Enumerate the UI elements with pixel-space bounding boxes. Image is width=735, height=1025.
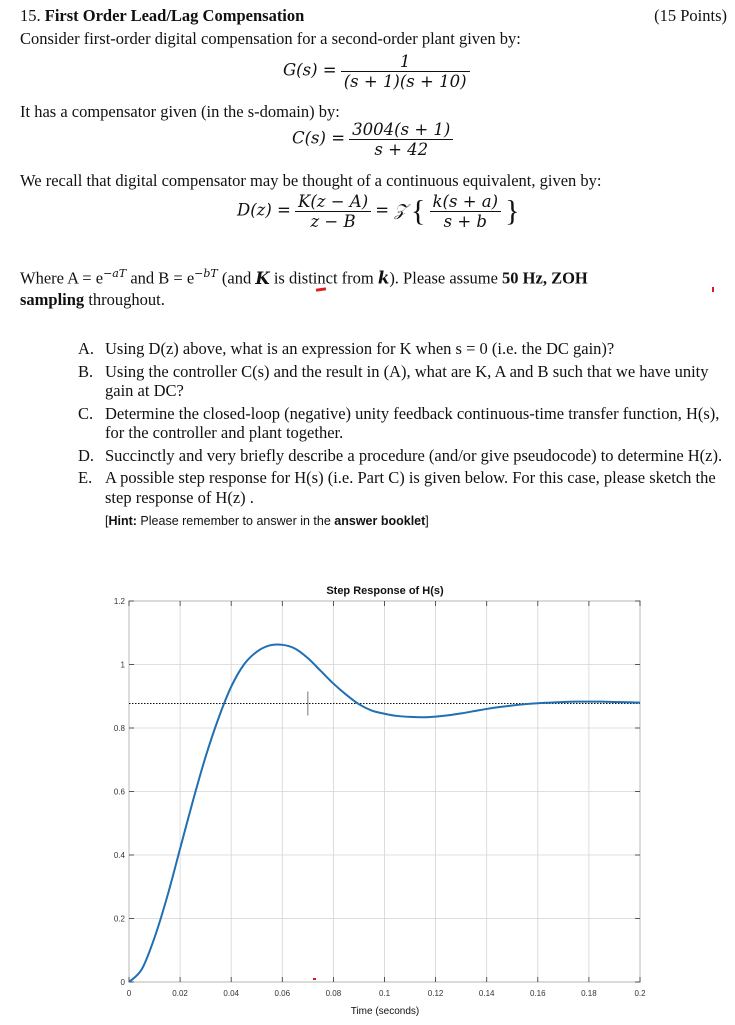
question-text: Succinctly and very briefly describe a procedure (and/or give pseudocode) to determine H(z). <box>105 445 723 465</box>
z-transform-symbol: = 𝒵 <box>375 200 407 220</box>
recall-text: We recall that digital compensator may be thought of a continuous equivalent, given by: <box>20 171 602 190</box>
grid-layer <box>129 601 640 982</box>
digital-equation <box>237 192 520 231</box>
where-paren: (and <box>217 268 256 288</box>
problem-title: First Order Lead/Lag Compensation <box>44 6 305 25</box>
where-b-exponent: −bT <box>194 267 218 280</box>
plant-lhs: G(s) = <box>283 60 337 80</box>
sampling-rate-bold: 50 Hz, ZOH <box>502 268 588 288</box>
sampling-rest: throughout. <box>84 290 165 309</box>
where-a-text: Where A = e <box>20 268 104 288</box>
problem-header <box>20 6 304 26</box>
where-a-exponent: −aT <box>103 267 127 280</box>
x-tick-label: 0.14 <box>478 989 495 998</box>
x-tick-label: 0.08 <box>325 989 342 998</box>
where-lower-k: k <box>377 268 390 288</box>
hint-label: Hint: <box>108 514 137 528</box>
question-letter: E. <box>78 468 93 487</box>
where-assume: ). Please assume <box>389 268 503 288</box>
x-tick-label: 0.2 <box>634 989 646 998</box>
where-b-text: and B = e <box>126 268 195 288</box>
y-tick-label: 0 <box>120 978 125 987</box>
compensator-numerator: 3004(s + 1) <box>352 120 451 139</box>
x-tick-label: 0.16 <box>530 989 546 998</box>
question-letter: D. <box>78 445 95 465</box>
x-tick-label: 0.12 <box>427 989 444 998</box>
sampling-bold: sampling <box>20 290 85 309</box>
question-letter: B. <box>78 361 94 381</box>
compensator-intro: It has a compensator given (in the s-domain) by: <box>20 102 340 121</box>
inner-denominator: s + b <box>430 211 502 231</box>
question-text: A possible step response for H(s) (i.e. Part C) is given below. For this case, please sketch the step response of H(z) . <box>105 468 716 507</box>
question-list <box>78 339 728 532</box>
red-ink-tick <box>712 287 714 292</box>
plant-equation <box>283 52 470 91</box>
digital-denominator: z − B <box>295 211 371 231</box>
chart-title: Step Response of H(s) <box>326 585 444 597</box>
question-item <box>78 362 728 401</box>
question-letter: C. <box>78 403 94 423</box>
digital-lhs: D(z) = <box>237 200 291 220</box>
question-text: Using the controller C(s) and the result in (A), what are K, A and B such that we have unity gain at DC? <box>105 361 709 400</box>
where-capital-k: K <box>255 268 270 288</box>
y-tick-label: 1 <box>120 660 125 670</box>
x-tick-label: 0.06 <box>274 989 291 998</box>
question-item <box>78 446 728 466</box>
question-item <box>78 404 728 443</box>
red-ink-mark <box>316 287 326 291</box>
compensator-denominator: s + 42 <box>349 139 453 159</box>
question-item <box>78 339 728 359</box>
where-distinct: is distinct from <box>269 268 378 288</box>
x-tick-label: 0.1 <box>378 989 391 998</box>
question-item <box>78 468 728 507</box>
question-letter: A. <box>78 339 95 358</box>
hint-booklet: answer booklet <box>334 514 426 528</box>
chart-xlabel: Time (seconds) <box>350 1006 420 1017</box>
plant-denominator: (s + 1)(s + 10) <box>341 71 470 91</box>
right-brace: } <box>505 194 520 228</box>
red-ink-dot <box>313 978 316 980</box>
y-tick-label: 0.2 <box>113 914 125 924</box>
compensator-equation <box>292 120 453 159</box>
question-text: Using D(z) above, what is an expression for K when s = 0 (i.e. the DC gain)? <box>105 339 615 358</box>
digital-numerator: K(z − A) <box>298 192 369 211</box>
sampling-line <box>20 290 165 310</box>
compensator-lhs: C(s) = <box>292 128 346 148</box>
chart-svg <box>95 580 655 1020</box>
problem-number: 15. <box>20 6 41 25</box>
hint-close: ] <box>425 514 429 528</box>
question-text: Determine the closed-loop (negative) unity feedback continuous-time transfer function, H(s), for the controller and plant together. <box>105 403 720 442</box>
y-tick-label: 0.6 <box>113 787 125 797</box>
intro-text: Consider first-order digital compensation for a second-order plant given by: <box>20 29 521 48</box>
hint-text: Please remember to answer in the <box>136 514 335 528</box>
y-tick-label: 1.2 <box>113 597 125 606</box>
plant-numerator: 1 <box>399 52 411 71</box>
hint-line <box>78 510 728 532</box>
left-brace: { <box>411 194 426 228</box>
inner-numerator: k(s + a) <box>432 192 499 211</box>
y-tick-label: 0.8 <box>113 724 125 733</box>
step-response-chart <box>95 580 655 1020</box>
problem-points: (15 Points) <box>654 6 727 25</box>
x-tick-label: 0 <box>126 989 132 998</box>
x-tick-label: 0.02 <box>172 989 188 998</box>
x-tick-label: 0.04 <box>223 989 239 998</box>
y-tick-label: 0.4 <box>113 851 125 860</box>
hint-open: [ <box>105 514 109 528</box>
x-tick-label: 0.18 <box>581 989 597 998</box>
where-line <box>20 267 588 289</box>
